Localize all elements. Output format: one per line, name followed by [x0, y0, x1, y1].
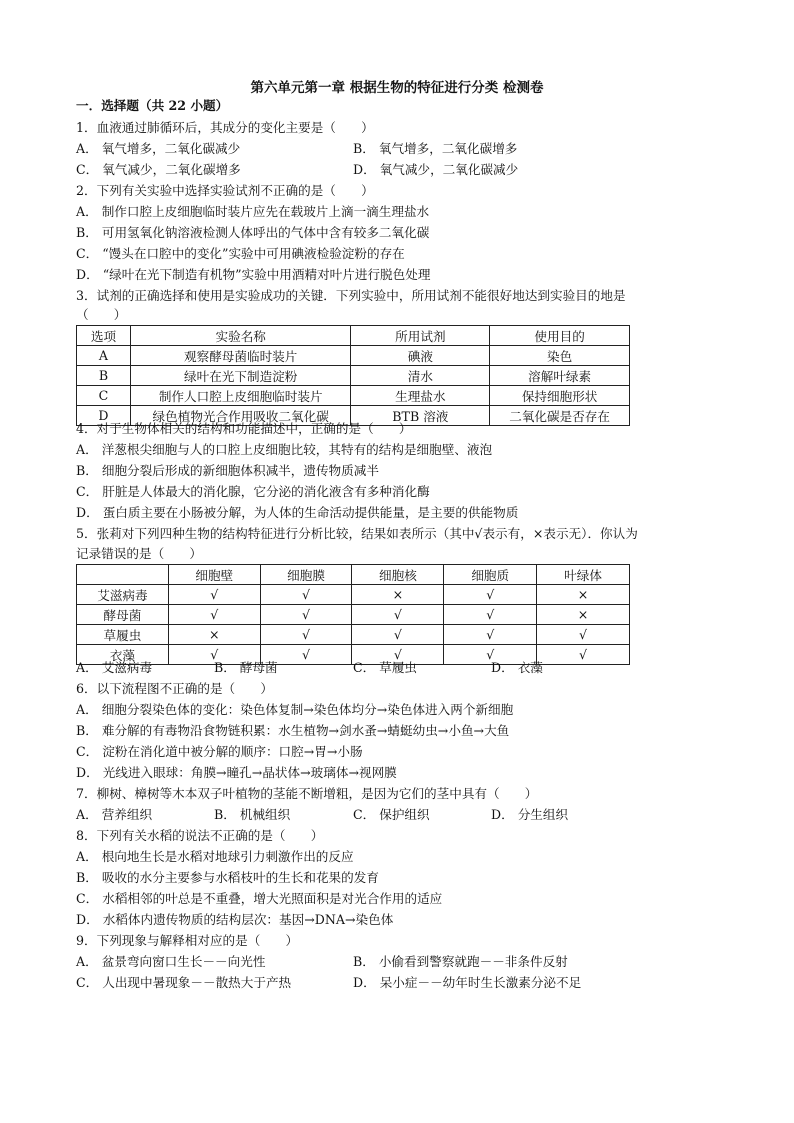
- question-6-stem: 6．以下流程图不正确的是（ ）: [76, 681, 273, 696]
- question-9-option-a: A． 盆景弯向窗口生长－－向光性: [76, 954, 266, 969]
- question-2-stem: 2．下列有关实验中选择实验试剂不正确的是（ ）: [76, 183, 374, 198]
- table-cell: BTB 溶液: [351, 406, 490, 426]
- table-cell: 溶解叶绿素: [490, 366, 630, 386]
- table-cell: √: [260, 625, 352, 645]
- question-7-stem: 7．柳树、樟树等木本双子叶植物的茎能不断增粗，是因为它们的茎中具有（ ）: [76, 786, 538, 801]
- table-cell: ×: [537, 605, 630, 625]
- table-cell: 草履虫: [77, 625, 169, 645]
- question-2-option-c: C． “馒头在口腔中的变化”实验中可用碘液检验淀粉的存在: [76, 246, 405, 261]
- table-header-row: [77, 326, 630, 346]
- question-7-option-b: B． 机械组织: [214, 807, 291, 822]
- table-cell: 清水: [351, 366, 490, 386]
- question-5-table: [76, 564, 630, 665]
- table-header-cell: [77, 565, 169, 585]
- table-cell: √: [444, 605, 537, 625]
- question-9-option-c: C． 人出现中暑现象－－散热大于产热: [76, 975, 292, 990]
- table-cell: A: [77, 346, 131, 366]
- table-cell: 二氧化碳是否存在: [490, 406, 630, 426]
- table-cell: 保持细胞形状: [490, 386, 630, 406]
- question-3-stem-cont: （ ）: [76, 307, 127, 322]
- table-cell: √: [168, 645, 260, 665]
- table-cell: B: [77, 366, 131, 386]
- table-row: [77, 346, 630, 366]
- table-cell: 绿叶在光下制造淀粉: [130, 366, 351, 386]
- table-row: [77, 625, 630, 645]
- question-5-option-d: D． 衣藻: [491, 660, 543, 675]
- table-cell: ×: [537, 585, 630, 605]
- section-heading: 一．选择题（共 22 小题）: [76, 98, 229, 113]
- question-5-option-a: A． 艾滋病毒: [76, 660, 153, 675]
- question-8-stem: 8．下列有关水稻的说法不正确的是（ ）: [76, 828, 324, 843]
- question-3-stem: 3．试剂的正确选择和使用是实验成功的关键．下列实验中，所用试剂不能很好地达到实验目的地是: [76, 288, 626, 303]
- question-5-option-b: B． 酵母菌: [214, 660, 278, 675]
- question-3-table: [76, 325, 630, 426]
- table-row: [77, 386, 630, 406]
- table-cell: 衣藻: [77, 645, 169, 665]
- table-header-cell: 所用试剂: [351, 326, 490, 346]
- question-9-stem: 9．下列现象与解释相对应的是（ ）: [76, 933, 299, 948]
- question-2-option-a: A． 制作口腔上皮细胞临时装片应先在载玻片上滴一滴生理盐水: [76, 204, 430, 219]
- table-cell: C: [77, 386, 131, 406]
- table-cell: 艾滋病毒: [77, 585, 169, 605]
- table-header-cell: 细胞质: [444, 565, 537, 585]
- question-1-stem: 1．血液通过肺循环后，其成分的变化主要是（ ）: [76, 120, 374, 135]
- question-8-option-b: B． 吸收的水分主要参与水稻枝叶的生长和花果的发育: [76, 870, 379, 885]
- table-cell: √: [444, 625, 537, 645]
- table-cell: √: [168, 605, 260, 625]
- table-cell: 生理盐水: [351, 386, 490, 406]
- question-4-option-d: D． 蛋白质主要在小肠被分解，为人体的生命活动提供能量，是主要的供能物质: [76, 505, 519, 520]
- table-row: [77, 605, 630, 625]
- exam-title: 第六单元第一章 根据生物的特征进行分类 检测卷: [250, 80, 544, 96]
- table-row: [77, 585, 630, 605]
- table-cell: ×: [168, 625, 260, 645]
- table-row: [77, 366, 630, 386]
- table-cell: 染色: [490, 346, 630, 366]
- table-cell: 制作人口腔上皮细胞临时装片: [130, 386, 351, 406]
- table-header-cell: 细胞壁: [168, 565, 260, 585]
- table-cell: √: [537, 625, 630, 645]
- table-header-row: [77, 565, 630, 585]
- question-2-option-d: D． “绿叶在光下制造有机物”实验中用酒精对叶片进行脱色处理: [76, 267, 431, 282]
- question-8-option-c: C． 水稻相邻的叶总是不重叠，增大光照面积是对光合作用的适应: [76, 891, 443, 906]
- table-cell: ×: [352, 585, 444, 605]
- question-7-option-a: A． 营养组织: [76, 807, 153, 822]
- question-5-stem: 5．张莉对下列四种生物的结构特征进行分析比较，结果如表所示（其中√表示有，×表示无）．你认为: [76, 526, 638, 541]
- question-4-option-c: C． 肝脏是人体最大的消化腺，它分泌的消化液含有多种消化酶: [76, 484, 430, 499]
- question-8-option-d: D． 水稻体内遗传物质的结构层次：基因→DNA→染色体: [76, 912, 394, 927]
- question-4-option-a: A． 洋葱根尖细胞与人的口腔上皮细胞比较，其特有的结构是细胞壁、液泡: [76, 442, 493, 457]
- table-cell: 碘液: [351, 346, 490, 366]
- table-cell: √: [260, 585, 352, 605]
- table-header-cell: 使用目的: [490, 326, 630, 346]
- table-cell: √: [352, 645, 444, 665]
- table-cell: √: [352, 625, 444, 645]
- table-cell: √: [444, 585, 537, 605]
- question-1-option-a: A． 氧气增多，二氧化碳减少: [76, 141, 241, 156]
- question-4-stem: 4．对于生物体相关的结构和功能描述中，正确的是（ ）: [76, 421, 412, 436]
- question-6-option-b: B． 难分解的有毒物沿食物链积累：水生植物→剑水蚤→蜻蜓幼虫→小鱼→大鱼: [76, 723, 510, 738]
- table-cell: √: [352, 605, 444, 625]
- table-header-cell: 实验名称: [130, 326, 351, 346]
- table-header-cell: 细胞膜: [260, 565, 352, 585]
- question-5-option-c: C． 草履虫: [353, 660, 418, 675]
- table-cell: 绿色植物光合作用吸收二氧化碳: [130, 406, 351, 426]
- question-6-option-d: D． 光线进入眼球：角膜→瞳孔→晶状体→玻璃体→视网膜: [76, 765, 397, 780]
- table-cell: √: [260, 605, 352, 625]
- table-header-cell: 叶绿体: [537, 565, 630, 585]
- question-9-option-b: B． 小偷看到警察就跑－－非条件反射: [353, 954, 568, 969]
- question-1-option-d: D． 氧气减少，二氧化碳减少: [353, 162, 519, 177]
- question-9-option-d: D． 呆小症－－幼年时生长激素分泌不足: [353, 975, 582, 990]
- question-6-option-c: C． 淀粉在消化道中被分解的顺序：口腔→胃→小肠: [76, 744, 363, 759]
- question-1-option-b: B． 氧气增多，二氧化碳增多: [353, 141, 518, 156]
- question-6-option-a: A． 细胞分裂染色体的变化：染色体复制→染色体均分→染色体进入两个新细胞: [76, 702, 514, 717]
- table-cell: √: [537, 645, 630, 665]
- table-cell: √: [260, 645, 352, 665]
- question-7-option-d: D． 分生组织: [491, 807, 569, 822]
- table-header-cell: 选项: [77, 326, 131, 346]
- question-7-option-c: C． 保护组织: [353, 807, 430, 822]
- table-cell: √: [444, 645, 537, 665]
- question-2-option-b: B． 可用氢氧化钠溶液检测人体呼出的气体中含有较多二氧化碳: [76, 225, 430, 240]
- table-cell: 观察酵母菌临时装片: [130, 346, 351, 366]
- question-4-option-b: B． 细胞分裂后形成的新细胞体积减半，遗传物质减半: [76, 463, 379, 478]
- table-cell: √: [168, 585, 260, 605]
- table-header-cell: 细胞核: [352, 565, 444, 585]
- question-1-option-c: C． 氧气减少，二氧化碳增多: [76, 162, 241, 177]
- table-cell: D: [77, 406, 131, 426]
- table-cell: 酵母菌: [77, 605, 169, 625]
- question-5-stem-cont: 记录错误的是（ ）: [76, 546, 202, 561]
- question-8-option-a: A． 根向地生长是水稻对地球引力刺激作出的反应: [76, 849, 354, 864]
